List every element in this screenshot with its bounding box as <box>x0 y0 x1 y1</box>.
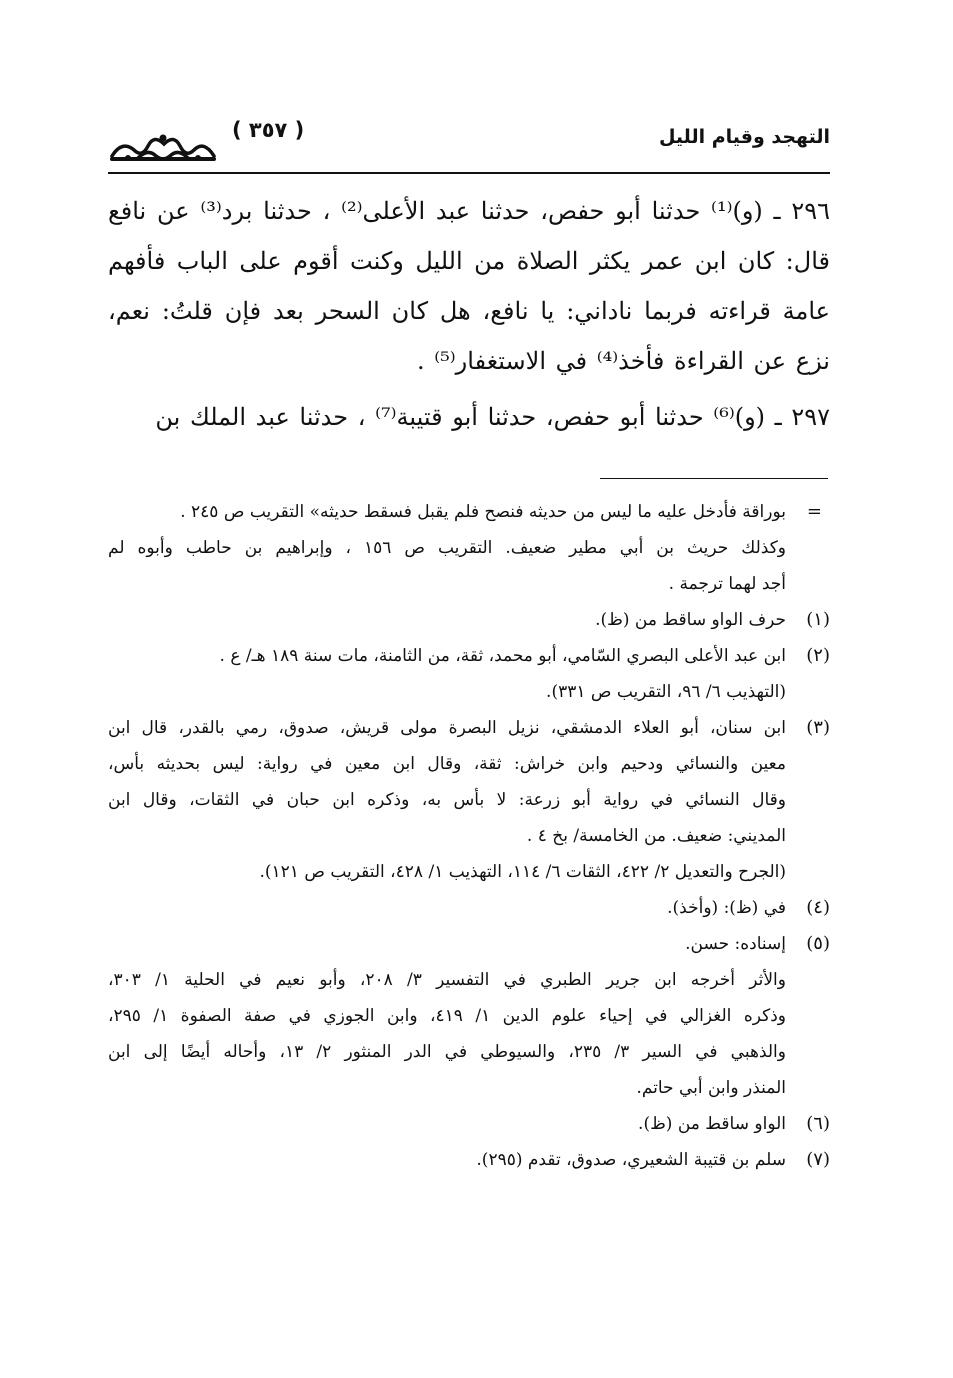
footnote-line: ابن عبد الأعلى البصري السّامي، أبو محمد، ثقة، من الثامنة، مات سنة ١٨٩ هـ/ ع . <box>219 646 786 666</box>
page-header <box>108 112 830 172</box>
footnote-line: (التهذيب ٦/ ٩٦، التقريب ص ٣٣١). <box>546 682 786 702</box>
continuation-mark: = <box>806 501 822 522</box>
footnote-line: الواو ساقط من (ظ). <box>638 1114 786 1134</box>
footnote-line: حرف الواو ساقط من (ظ). <box>595 610 786 630</box>
footnote-line: معين والنسائي ودحيم وابن خراش: ثقة، وقال ابن معين في رواية: ليس بحديثه بأس، <box>108 754 786 774</box>
footnote-2 <box>108 638 830 710</box>
footnote-number: (٦) <box>806 1113 830 1134</box>
footnote-line: المنذر وابن أبي حاتم. <box>636 1078 786 1098</box>
page-number: ( ٣٥٧ ) <box>232 118 305 142</box>
footnote-line: أجد لهما ترجمة . <box>668 574 786 594</box>
page-number-ornament-icon <box>108 128 218 166</box>
paragraph-297: ٢٩٧ ـ (و)⁽⁶⁾ حدثنا أبو حفص، حدثنا أبو قتيبة⁽⁷⁾ ، حدثنا عبد الملك بن <box>155 403 830 431</box>
running-title: التهجد وقيام الليل <box>658 126 830 148</box>
footnote-line: سلم بن قتيبة الشعيري، صدوق، تقدم (٢٩٥). <box>476 1150 786 1170</box>
footnote-line: وذكره الغزالي في إحياء علوم الدين ١/ ٤١٩، وابن الجوزي في صفة الصفوة ١/ ٢٩٥، <box>108 1006 786 1026</box>
footnote-5 <box>108 926 830 1106</box>
footnote-separator <box>600 478 828 479</box>
footnote-continuation <box>108 494 830 602</box>
footnote-number: (٥) <box>806 933 830 954</box>
footnote-line: إسناده: حسن. <box>685 934 786 954</box>
footnote-6 <box>108 1106 830 1142</box>
footnote-line: والأثر أخرجه ابن جرير الطبري في التفسير ٣/ ٢٠٨، وأبو نعيم في الحلية ١/ ٣٠٣، <box>108 970 786 990</box>
footnote-line: وكذلك حريث بن أبي مطير ضعيف. التقريب ص ١٥٦ ، وإبراهيم بن حاطب وأبوه لم <box>108 538 786 558</box>
footnote-number: (٣) <box>806 717 830 738</box>
paragraph-296: ٢٩٦ ـ (و)⁽¹⁾ حدثنا أبو حفص، حدثنا عبد الأعلى⁽²⁾ ، حدثنا برد⁽³⁾ عن نافع قال: كان ابن عمر يكثر الصلاة من الليل وكنت أقوم على الباب فأفهم عامة قراءته فربما ناداني: يا نافع، هل كان السحر بعد فإن قلتُ: نعم، نزع عن القراءة فأخذ⁽⁴⁾ في الاستغفار⁽⁵⁾ . <box>108 197 830 375</box>
footnote-line: والذهبي في السير ٣/ ٢٣٥، والسيوطي في الدر المنثور ٢/ ١٣، وأحاله أيضًا إلى ابن <box>108 1042 786 1062</box>
footnote-number: (٢) <box>806 645 830 666</box>
footnote-line: (الجرح والتعديل ٢/ ٤٢٢، الثقات ٦/ ١١٤، التهذيب ١/ ٤٢٨، التقريب ص ١٢١). <box>259 862 786 882</box>
header-rule <box>108 172 830 174</box>
footnote-7 <box>108 1142 830 1178</box>
footnote-line: في (ظ): (وأخذ). <box>667 898 786 918</box>
footnote-1 <box>108 602 830 638</box>
footnotes <box>108 494 830 1178</box>
footnote-line: بوراقة فأدخل عليه ما ليس من حديثه فنصح فلم يقبل فسقط حديثه» التقريب ص ٢٤٥ . <box>180 502 786 522</box>
footnote-number: (٧) <box>806 1149 830 1170</box>
footnote-number: (١) <box>806 609 830 630</box>
footnote-line: وقال النسائي في رواية أبو زرعة: لا بأس به، وذكره ابن حبان في الثقات، وقال ابن <box>108 790 786 810</box>
footnote-line: المديني: ضعيف. من الخامسة/ بخ ٤ . <box>526 826 786 846</box>
footnote-line: ابن سنان، أبو العلاء الدمشقي، نزيل البصرة مولى قريش، صدوق، رمي بالقدر، قال ابن <box>108 718 786 738</box>
main-text <box>108 186 830 448</box>
footnote-number: (٤) <box>806 897 830 918</box>
footnote-4 <box>108 890 830 926</box>
footnote-3 <box>108 710 830 890</box>
